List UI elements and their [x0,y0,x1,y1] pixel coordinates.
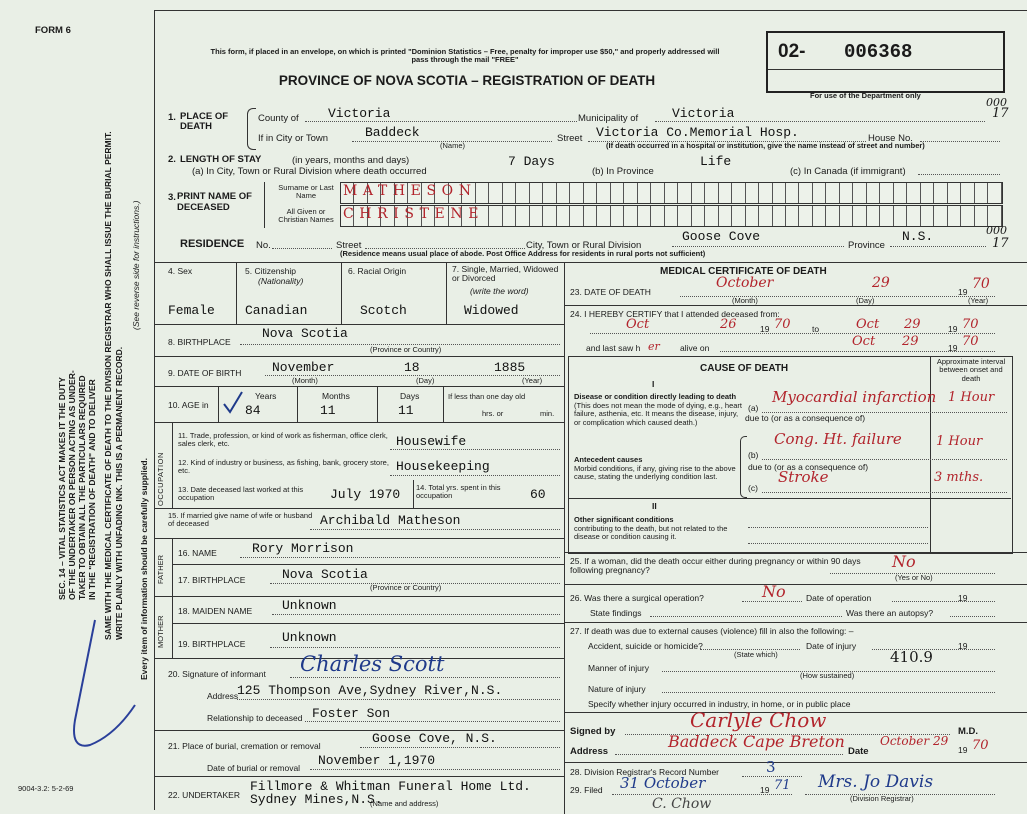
name-num: 3. [168,192,176,203]
informant-address-label: Address [207,691,239,701]
q29-label: 29. Filed [570,785,603,795]
age-div-2 [377,386,378,422]
to-year: 70 [962,317,979,332]
q27-accident-label: Accident, suicide or homicide? [588,641,703,651]
q27-nature-line [662,692,995,693]
stay-a-label: (a) In City, Town or Rural Division where death occurred [192,166,427,177]
q25-sub: (Yes or No) [895,573,933,582]
mother-maiden-value: Unknown [282,598,337,613]
name-label: PRINT NAME OF DECEASED [177,191,252,213]
burial-date-line [310,769,560,770]
racial-value: Scotch [360,303,407,318]
cause-title: CAUSE OF DEATH [700,363,789,374]
row-4-divider [154,324,564,325]
sex-value: Female [168,303,215,318]
cause-b-value: Cong. Ht. failure [774,430,902,448]
informant-address-line [237,699,560,700]
informant-sig-label: 20. Signature of informant [168,669,266,679]
row-14-divider [154,508,564,509]
col-4-5-divider [236,262,237,324]
alive-label: alive on [680,343,710,353]
dod-day: 29 [872,275,890,291]
informant-sig-line [290,677,560,678]
informant-sig-value: Charles Scott [300,652,445,676]
q27-manner-label: Manner of injury [588,663,649,673]
age-less-label: If less than one day old [448,392,526,401]
age-checkmark-icon [222,390,244,416]
q29-yr-prefix: 19 [760,785,770,795]
surname-value: MATHESON [343,183,477,199]
age-label: 10. AGE in [168,400,209,410]
certify-label: 24. I HEREBY CERTIFY that I attended deceased from: [570,309,780,319]
reg-box-divider [768,69,1003,70]
father-side-label: FATHER [156,554,165,584]
dod-year-sub: (Year) [968,296,989,305]
county-value: Victoria [328,106,391,121]
mother-side-divider [172,596,173,658]
father-bp-label: 17. BIRTHPLACE [178,575,246,585]
age-months-value: 11 [320,403,336,418]
dod-day-sub: (Day) [856,296,875,305]
cause-c-value: Stroke [778,468,829,486]
city-value: Baddeck [365,125,420,140]
q29-value: 31 October [620,774,706,792]
registrar-signature: Mrs. Jo Davis [818,772,934,792]
dod-year: 70 [972,276,990,292]
alive-month: Oct [852,334,876,349]
registrar-sub: (Division Registrar) [850,794,914,803]
dob-day: 18 [404,360,420,375]
given-label: All Given or Christian Names [278,207,334,225]
q26-label: 26. Was there a surgical operation? [570,593,704,603]
burial-place-value: Goose Cove, N.S. [372,731,497,746]
residence-province-label: Province [848,240,885,251]
mother-bp-line [270,647,560,648]
sig-date-value: October 29 [880,734,949,748]
place-num: 1. [168,112,176,123]
row-sig-divider [564,762,1027,763]
father-side-divider [172,538,173,596]
q26-findings-label: State findings [590,608,642,618]
due-label-b: due to (or as a consequence of) [748,462,869,472]
spouse-label: 15. If married give name of wife or husband of deceased [168,511,313,529]
spouse-value: Archibald Matheson [320,513,461,528]
mother-bp-value: Unknown [282,630,337,645]
marital-label: 7. Single, Married, Widowed or Divorced [452,264,559,284]
trade-value: Housewife [396,434,467,449]
birthplace-label: 8. BIRTHPLACE [168,337,231,347]
reg-prefix: 02- [778,41,806,62]
alive-year: 70 [962,334,979,349]
row-24-divider [564,552,1027,553]
row-15-divider [154,538,564,539]
dob-year: 1885 [494,360,526,375]
q29-yr: 71 [774,778,791,793]
informant-rel-line [305,721,560,722]
dob-day-sub: (Day) [416,376,435,385]
municipality-value: Victoria [672,106,735,121]
burial-date-label: Date of burial or removal [207,763,301,773]
hospital-note: (If death occurred in a hospital or institution, give the name instead of street and number) [606,141,925,150]
sex-label: 4. Sex [168,266,193,276]
q28-label: 28. Division Registrar's Record Number [570,767,720,777]
interval-label: Approximate interval between onset and death [936,357,1006,383]
q27-how-sustained: (How sustained) [800,671,855,680]
dob-label: 9. DATE OF BIRTH [168,368,242,378]
city-name-sub: (Name) [440,141,466,150]
form-code: 9004-3.2: 5-2-69 [18,784,74,793]
cause-b-line [762,459,1007,460]
q28-line [742,776,802,777]
q27-injury-date-label: Date of injury [806,641,857,651]
sig-address-line [615,754,843,755]
cause-c-label: (c) [748,483,758,493]
cause-c-line [762,492,1007,493]
age-days-value: 11 [398,403,414,418]
mother-bp-label: 19. BIRTHPLACE [178,639,246,649]
stay-c-label: (c) In Canada (if immigrant) [790,166,906,177]
alive-line [720,351,995,352]
undertaker-town: Sydney Mines,N.S. [250,792,383,807]
medical-title: MEDICAL CERTIFICATE OF DEATH [660,266,827,277]
alive-yr-prefix: 19 [948,343,958,353]
residence-label: RESIDENCE [180,238,245,250]
father-name-line [240,557,560,558]
sig-address-value: Baddeck Cape Breton [668,732,845,751]
q26-autopsy-line [950,616,995,617]
side-text-see-reverse: (See reverse side for instructions.) [131,200,141,330]
q25-label: 25. If a woman, did the death occur either during pregnancy or within 90 days following pregnancy? [570,556,861,576]
cause-a-interval: 1 Hour [948,390,995,405]
side-text-line6: WRITE PLAINLY WITH UNFADING INK. THIS IS A PERMANENT RECORD. [114,346,124,640]
md-label: M.D. [958,726,979,737]
birthplace-value: Nova Scotia [262,326,348,341]
marital-value: Widowed [464,303,519,318]
mother-maiden-label: 18. MAIDEN NAME [178,606,253,616]
stay-c-line [918,174,1000,175]
city-label: If in City or Town [258,133,329,144]
undertaker-name: Fillmore & Whitman Funeral Home Ltd. [250,779,531,794]
stay-label: LENGTH OF STAY [180,154,262,165]
footer-signature: C. Chow [652,796,712,812]
dod-line [680,296,995,297]
age-div-1 [297,386,298,422]
due-label-a: due to (or as a consequence of) [745,413,866,423]
to-yr-prefix: 19 [948,324,958,334]
q25-value: No [892,552,916,571]
interval-divider [930,356,931,552]
informant-address-value: 125 Thompson Ave,Sydney River,N.S. [237,683,503,698]
q26-yr: 19 [958,593,968,603]
q27-state-which: (State which) [734,650,778,659]
undertaker-label: 22. UNDERTAKER [168,790,240,800]
house-label: House No. [868,133,913,144]
municipality-line [655,121,985,122]
reg-number-box [766,31,1005,93]
signed-value: Carlyle Chow [690,708,827,732]
q27-code: 410.9 [890,648,933,666]
other-label: Other significant conditions [574,515,674,524]
house-line [920,141,1000,142]
racial-label: 6. Racial Origin [348,266,407,276]
trade-label: 11. Trade, profession, or kind of work as fisherman, office clerk, sales clerk, etc. [178,431,388,449]
last-saw-label: and last saw h [586,343,641,353]
frame-left-border [154,10,155,810]
cause-a-value: Myocardial infarction [772,388,937,406]
q27-yr: 19 [958,641,968,651]
residence-street-label: Street [336,240,362,251]
dept-note: For use of the Department only [810,91,921,100]
informant-rel-value: Foster Son [312,706,391,721]
other-note: contributing to the death, but not related to the disease or condition causing it. [574,524,728,542]
side-text-line4: IN THE "REGISTRATION OF DEATH" AND TO DELIVER [87,379,97,600]
stay-sub: (in years, months and days) [292,155,410,166]
row-17-divider [154,596,564,597]
side-text-line2: OF THE UNDERTAKER OR PERSON ACTING AS UNDER- [67,370,77,600]
section-divider [154,262,1027,263]
citizen-sub: (Nationality) [258,276,304,286]
side-text-line5: SAME WITH THE MEDICAL CERTIFICATE OF DEATH TO THE DIVISION REGISTRAR WHO SHALL ISSUE THE BURIAL PERMIT. [103,131,113,640]
surname-label: Surname or Last Name [278,183,334,201]
stay-b-value: Life [700,154,732,169]
industry-label: 12. Kind of industry or business, as fishing, bank, grocery store, etc. [178,458,389,476]
row-16-divider [172,564,564,565]
birthplace-sub: (Province or Country) [370,345,442,354]
informant-rel-label: Relationship to deceased [207,713,303,723]
given-value: CHRISTENE [343,206,485,222]
q27-label: 27. If death was due to external causes (violence) fill in also the following: – [570,626,854,636]
residence-note: (Residence means usual place of abode. Post Office Address for residents in rural ports not sufficient) [340,249,706,258]
q27-specify-label: Specify whether injury occurred in industry, in home, or in public place [588,699,851,709]
row-23-divider [564,305,1027,306]
dept-code-3: 000 [986,224,1007,237]
father-bp-value: Nova Scotia [282,567,368,582]
from-day: 26 [720,317,737,332]
q26-date-line [892,601,995,602]
occ-years-value: 60 [530,487,546,502]
burial-place-label: 21. Place of burial, cremation or removal [168,741,321,751]
signed-label: Signed by [570,726,616,737]
citizen-value: Canadian [245,303,308,318]
row-20-divider [154,730,564,731]
father-bp-sub: (Province or Country) [370,583,442,592]
occ-13-14-divider [413,480,414,508]
father-name-label: 16. NAME [178,548,217,558]
row-21-divider [154,776,564,777]
last-saw-value: er [648,340,660,353]
age-years-value: 84 [245,403,261,418]
dod-month: October [716,275,774,291]
age-months-label: Months [322,391,350,401]
residence-province-line [890,246,986,247]
burial-date-value: November 1,1970 [318,753,436,768]
occupation-side-label: OCCUPATION [156,452,165,506]
county-label: County of [258,113,299,124]
q26-value: No [762,582,786,601]
q26-findings-line [650,616,842,617]
cause-part1: I [652,379,655,389]
trade-line [390,449,560,450]
age-days-label: Days [400,391,420,401]
county-line [305,121,577,122]
age-hrs-label: hrs. or [482,409,504,418]
column-divider [564,262,565,814]
sig-yr-prefix: 19 [958,745,968,755]
lastworked-value: July 1970 [330,487,401,502]
q26-line [742,601,802,602]
from-year: 70 [774,317,791,332]
frame-top-border [154,10,1027,11]
residence-province-value: N.S. [902,229,934,244]
cause-b-interval: 1 Hour [936,434,983,449]
stay-num: 2. [168,154,176,165]
dept-code-2: 17 [992,106,1009,121]
to-month: Oct [856,317,880,332]
mailing-note: This form, if placed in an envelope, on which is printed "Dominion Statistics – Free, penalty for improper use $50," and properly addressed will pass through the mail "FREE" [210,47,720,65]
antecedent-label: Antecedent causes [574,455,643,464]
lastworked-label: 13. Date deceased last worked at this occupation [178,485,304,503]
mother-side-label: MOTHER [156,615,165,648]
burial-place-line [360,747,560,748]
cause-part-divider [568,498,1011,499]
other-line-1 [748,527,928,528]
marital-sub: (write the word) [470,286,529,296]
dod-month-sub: (Month) [732,296,758,305]
spouse-line [310,529,560,530]
to-day: 29 [904,317,921,332]
residence-division-value: Goose Cove [682,229,761,244]
place-brace [247,108,256,150]
cause-a-label: (a) [748,403,759,413]
alive-day: 29 [902,334,919,349]
dept-code-4: 17 [992,236,1009,251]
industry-value: Housekeeping [396,459,490,474]
dob-month-sub: (Month) [292,376,318,385]
stay-b-label: (b) In Province [592,166,654,177]
mother-maiden-line [272,614,560,615]
certify-line [590,333,995,334]
street-label: Street [557,133,583,144]
occupation-side-divider [172,422,173,508]
margin-ink-scribble [55,610,145,760]
direct-label: Disease or condition directly leading to death [574,392,737,401]
industry-line [390,475,560,476]
residence-division-line [672,246,844,247]
occ-years-label: 14. Total yrs. spent in this occupation [416,483,501,501]
residence-no-line [272,248,332,249]
sig-yr: 70 [972,738,989,753]
age-div-3 [443,386,444,422]
from-yr-prefix: 19 [760,324,770,334]
stay-a-value: 7 Days [508,154,555,169]
from-month: Oct [626,317,650,332]
form-title: PROVINCE OF NOVA SCOTIA – REGISTRATION OF DEATH [278,73,656,88]
dob-year-sub: (Year) [522,376,543,385]
col-5-6-divider [341,262,342,324]
row-25-divider [564,584,1027,585]
sig-address-label: Address [570,746,609,757]
q26-date-label: Date of operation [806,593,872,603]
to-label: to [812,324,820,334]
father-name-value: Rory Morrison [252,541,354,556]
other-line-2 [748,543,928,544]
form-id: FORM 6 [35,25,71,36]
direct-note: (This does not mean the mode of dying, e.g., heart failure, asthenia, etc. It means the disease, injury, or complication which caused death.) [574,401,743,427]
side-text-sec14: SEC. 14 – VITAL STATISTICS ACT MAKES IT THE DUTY [57,377,67,600]
dod-year-prefix: 19 [958,287,968,297]
citizen-label: 5. Citizenship [245,266,297,276]
row-26-divider [564,622,1027,623]
q28-value: 3 [766,758,776,776]
reg-number: 006368 [844,41,913,63]
side-text-every-item: Every item of information should be carefully supplied. [139,458,149,680]
municipality-label: Municipality of [578,113,639,124]
street-value: Victoria Co.Memorial Hosp. [596,125,799,140]
age-min-label: min. [540,409,555,418]
q29-line [612,794,792,795]
q26-autopsy-label: Was there an autopsy? [846,608,934,618]
dob-month: November [272,360,335,375]
row-10-divider [154,422,564,423]
sig-date-label: Date [848,746,869,757]
cause-part2: II [652,501,657,511]
row-18-divider [172,623,564,624]
dept-code-1: 000 [986,96,1007,109]
dod-label: 23. DATE OF DEATH [570,287,651,297]
residence-division-label: City, Town or Rural Division [526,240,642,251]
col-6-7-divider [446,262,447,324]
cause-b-label: (b) [748,450,759,460]
cause-c-interval: 3 mths. [934,470,984,485]
row-8-divider [154,356,564,357]
residence-no-label: No. [256,240,271,251]
place-label: PLACE OF DEATH [180,111,229,132]
antecedent-note: Morbid conditions, if any, giving rise to the above cause, stating the underlying condition last. [574,464,736,482]
antecedent-brace [740,436,747,498]
q27-nature-label: Nature of injury [588,684,646,694]
side-text-line3: TAKER TO OBTAIN ALL THE PARTICULARS REQUIRED [77,375,87,600]
age-years-label: Years [255,391,277,401]
undertaker-sub: (Name and address) [370,799,439,808]
name-divider [264,182,265,228]
